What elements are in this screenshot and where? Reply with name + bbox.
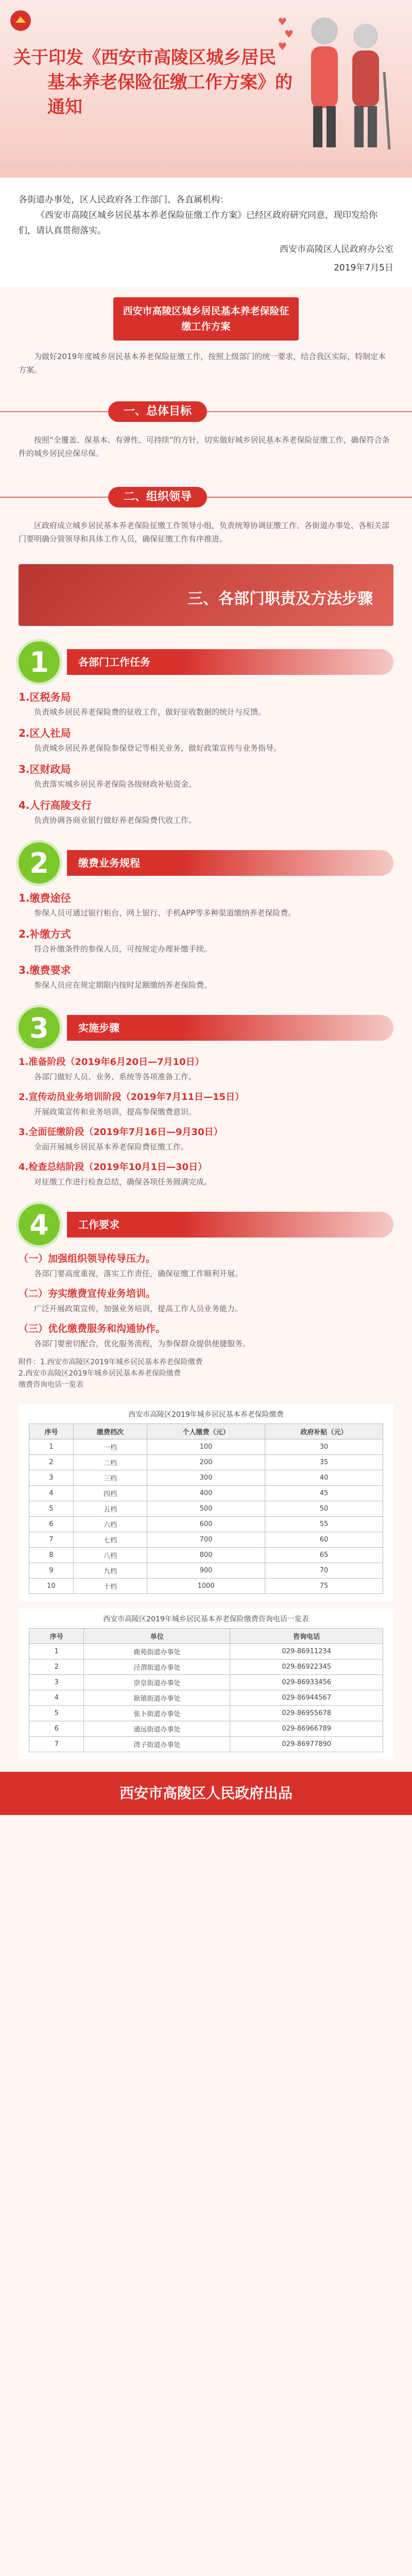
item-text: 负责城乡居民养老保险费的征收工作，做好征收数据的统计与反馈。 xyxy=(34,707,266,717)
page-title xyxy=(13,45,302,120)
attachment-line: 附件：1.西安市高陵区2019年城乡居民基本养老保险缴费 xyxy=(19,1358,202,1366)
fee-table-cell: 45 xyxy=(265,1486,383,1501)
fee-table-cell: 800 xyxy=(147,1548,265,1563)
notice-body: 《西安市高陵区城乡居民基本养老保险征缴工作方案》已经区政府研究同意，现印发给你们，请认真贯彻落实。 xyxy=(19,210,377,236)
fee-table-cell: 600 xyxy=(147,1517,265,1532)
attachments xyxy=(0,1350,412,1397)
table-row xyxy=(29,1548,383,1563)
requirement-text: 广泛开展政策宣传，加强业务培训，提高工作人员业务能力。 xyxy=(34,1304,243,1313)
section-leadership-body xyxy=(0,512,412,557)
item-text: 符合补缴条件的参保人员，可按规定办理补缴手续。 xyxy=(34,944,212,954)
hearts-decoration-icon: ♥ ♥ ♥ xyxy=(278,15,294,53)
fee-table-cell: 30 xyxy=(265,1439,383,1455)
fee-table-cell: 2 xyxy=(29,1455,74,1470)
section-3-banner xyxy=(19,564,393,626)
section-leadership-text: 区政府成立城乡居民基本养老保险征缴工作领导小组，负责统筹协调征缴工作。各街道办事处、各相关部门要明确分管领导和具体工作人员，确保征缴工作有序推进。 xyxy=(19,521,390,544)
fee-table-cell: 65 xyxy=(265,1548,383,1563)
fee-table-cell: 70 xyxy=(265,1563,383,1579)
phone-table-cell: 5 xyxy=(29,1706,84,1721)
fee-table-cell: 40 xyxy=(265,1470,383,1486)
stage-heading: 2.宣传动员业务培训阶段（2019年7月11日—15日） xyxy=(19,1092,245,1103)
stage-text: 全面开展城乡居民基本养老保险费征缴工作。 xyxy=(34,1142,189,1151)
requirement-heading: （一）加强组织领导传导压力。 xyxy=(19,1253,156,1264)
fee-table-cell: 3 xyxy=(29,1470,74,1486)
fee-table-cell: 6 xyxy=(29,1517,74,1532)
block-title: 各部门工作任务 xyxy=(67,649,393,675)
stage-heading: 4.检查总结阶段（2019年10月1日—30日） xyxy=(19,1162,208,1173)
block-title: 缴费业务规程 xyxy=(67,850,393,876)
table-row xyxy=(29,1455,383,1470)
block-2-header xyxy=(19,842,393,884)
phone-table-cell: 4 xyxy=(29,1690,84,1706)
fee-table-cell: 5 xyxy=(29,1501,74,1517)
phone-table-cell: 2 xyxy=(29,1659,84,1675)
table-row xyxy=(29,1644,383,1659)
fee-table-cell: 1 xyxy=(29,1439,74,1455)
item-heading: 1.区税务局 xyxy=(19,691,71,703)
fee-table-header-cell: 缴费档次 xyxy=(73,1424,147,1439)
item-heading: 3.区财政局 xyxy=(19,763,71,775)
stage-heading: 3.全面征缴阶段（2019年7月16日—9月30日） xyxy=(19,1127,223,1138)
fee-table-cell: 55 xyxy=(265,1517,383,1532)
phone-table-cell: 耿镇街道办事处 xyxy=(84,1690,230,1706)
phone-table-header-cell: 序号 xyxy=(29,1629,84,1644)
phone-table-cell: 泾渭街道办事处 xyxy=(84,1659,230,1675)
item-text: 参保人员可通过银行柜台、网上银行、手机APP等多种渠道缴纳养老保险费。 xyxy=(34,908,296,918)
block-2-content xyxy=(0,892,412,992)
fee-table-cell: 三档 xyxy=(73,1470,147,1486)
phone-table-cell: 3 xyxy=(29,1675,84,1690)
fee-table-header-cell: 个人缴费（元） xyxy=(147,1424,265,1439)
phone-table-cell: 7 xyxy=(29,1737,84,1752)
table-row xyxy=(29,1579,383,1594)
phone-table-cell: 029-86933456 xyxy=(230,1675,383,1690)
block-1-header xyxy=(19,641,393,683)
item-text: 参保人员应在规定期限内按时足额缴纳养老保险费。 xyxy=(34,980,212,990)
section-goal-body xyxy=(0,426,412,471)
stage-heading: 1.准备阶段（2019年6月20日—7月10日） xyxy=(19,1057,204,1067)
item-text: 负责协调各商业银行做好养老保险费代收工作。 xyxy=(34,816,197,825)
fee-table-cell: 八档 xyxy=(73,1548,147,1563)
block-4-header xyxy=(19,1204,393,1245)
document-header: 西安市高陵区城乡居民基本养老保险征缴工作方案 xyxy=(113,297,299,341)
fee-table-card xyxy=(19,1404,393,1601)
table-row xyxy=(29,1517,383,1532)
elderly-couple-icon xyxy=(288,5,397,155)
fee-table-cell: 四档 xyxy=(73,1486,147,1501)
phone-table-cell: 鹿苑街道办事处 xyxy=(84,1644,230,1659)
table-row xyxy=(29,1470,383,1486)
stage-text: 各部门做好人员、业务、系统等各项准备工作。 xyxy=(34,1072,197,1081)
fee-table xyxy=(29,1423,383,1594)
stage-text: 对征缴工作进行检查总结，确保各项任务圆满完成。 xyxy=(34,1177,212,1187)
block-1-content xyxy=(0,691,412,827)
requirement-heading: （二）夯实缴费宣传业务培训。 xyxy=(19,1288,156,1299)
table-row xyxy=(29,1501,383,1517)
phone-table-cell: 029-86977890 xyxy=(230,1737,383,1752)
phone-table xyxy=(29,1628,383,1752)
table-row xyxy=(29,1563,383,1579)
block-3-header xyxy=(19,1007,393,1048)
phone-table-cell: 6 xyxy=(29,1721,84,1737)
item-heading: 2.区人社局 xyxy=(19,727,71,739)
fee-table-title: 西安市高陵区2019年城乡居民基本养老保险缴费 xyxy=(128,1411,284,1419)
phone-table-cell: 029-86944567 xyxy=(230,1690,383,1706)
fee-table-cell: 一档 xyxy=(73,1439,147,1455)
table-row xyxy=(29,1659,383,1675)
phone-table-cell: 张卜街道办事处 xyxy=(84,1706,230,1721)
phone-table-header-cell: 咨询电话 xyxy=(230,1629,383,1644)
table-row xyxy=(29,1486,383,1501)
requirement-text: 各部门要高度重视，落实工作责任，确保征缴工作顺利开展。 xyxy=(34,1269,243,1278)
requirement-text: 各部门要密切配合，优化服务流程，为参保群众提供便捷服务。 xyxy=(34,1339,251,1348)
fee-table-cell: 75 xyxy=(265,1579,383,1594)
block-title: 实施步骤 xyxy=(67,1015,393,1041)
fee-table-cell: 二档 xyxy=(73,1455,147,1470)
block-number-badge: 1 xyxy=(19,641,60,683)
table-row xyxy=(29,1690,383,1706)
block-3-content xyxy=(0,1056,412,1189)
phone-table-cell: 029-86922345 xyxy=(230,1659,383,1675)
fee-table-header-cell: 政府补贴（元） xyxy=(265,1424,383,1439)
table-row xyxy=(29,1439,383,1455)
fee-table-cell: 400 xyxy=(147,1486,265,1501)
attachment-line: 缴费咨询电话一览表 xyxy=(19,1381,83,1389)
attachment-line: 2.西安市高陵区2019年城乡居民基本养老保险缴费 xyxy=(19,1369,181,1378)
intro-paragraph: 为做好2019年度城乡居民基本养老保险征缴工作，按照上级部门的统一要求，结合我区实际，特制定本方案。 xyxy=(19,352,386,375)
notice-greeting: 各街道办事处，区人民政府各工作部门、各直属机构： xyxy=(19,195,229,205)
banner xyxy=(0,0,412,178)
fee-table-cell: 1000 xyxy=(147,1579,265,1594)
phone-table-cell: 1 xyxy=(29,1644,84,1659)
fee-table-cell: 8 xyxy=(29,1548,74,1563)
fee-table-cell: 九档 xyxy=(73,1563,147,1579)
phone-table-cell: 湾子街道办事处 xyxy=(84,1737,230,1752)
fee-table-cell: 700 xyxy=(147,1532,265,1548)
phone-table-cell: 029-86966789 xyxy=(230,1721,383,1737)
item-heading: 1.缴费途径 xyxy=(19,892,71,904)
fee-table-cell: 五档 xyxy=(73,1501,147,1517)
item-heading: 4.人行高陵支行 xyxy=(19,799,92,811)
block-number-badge: 2 xyxy=(19,842,60,884)
fee-table-cell: 300 xyxy=(147,1470,265,1486)
fee-table-cell: 9 xyxy=(29,1563,74,1579)
footer: 西安市高陵区人民政府出品 xyxy=(0,1772,412,1815)
fee-table-cell: 35 xyxy=(265,1455,383,1470)
requirement-heading: （三）优化缴费服务和沟通协作。 xyxy=(19,1323,166,1334)
fee-table-cell: 十档 xyxy=(73,1579,147,1594)
notice-signature-date: 2019年7月5日 xyxy=(334,263,393,273)
phone-table-card xyxy=(19,1608,393,1759)
table-row xyxy=(29,1532,383,1548)
title-line-1: 关于印发《西安市高陵区城乡居民 xyxy=(13,47,276,68)
fee-table-cell: 500 xyxy=(147,1501,265,1517)
fee-table-cell: 10 xyxy=(29,1579,74,1594)
fee-table-cell: 60 xyxy=(265,1532,383,1548)
block-number-badge: 4 xyxy=(19,1204,60,1245)
fee-table-cell: 100 xyxy=(147,1439,265,1455)
fee-table-cell: 七档 xyxy=(73,1532,147,1548)
block-title: 工作要求 xyxy=(67,1212,393,1238)
phone-table-title: 西安市高陵区2019年城乡居民基本养老保险缴费咨询电话一览表 xyxy=(103,1615,309,1623)
fee-table-cell: 50 xyxy=(265,1501,383,1517)
fee-table-cell: 4 xyxy=(29,1486,74,1501)
title-line-2: 基本养老保险征缴工作方案》的通知 xyxy=(47,72,293,117)
fee-table-cell: 200 xyxy=(147,1455,265,1470)
notice-section xyxy=(0,178,412,287)
fee-table-cell: 7 xyxy=(29,1532,74,1548)
section-header-leadership xyxy=(0,483,412,512)
phone-table-cell: 029-86911234 xyxy=(230,1644,383,1659)
item-text: 负责落实城乡居民养老保险各级财政补贴资金。 xyxy=(34,779,197,789)
block-4-content xyxy=(0,1252,412,1350)
phone-table-cell: 通远街道办事处 xyxy=(84,1721,230,1737)
fee-table-header-cell: 序号 xyxy=(29,1424,74,1439)
stage-text: 开展政策宣传和业务培训，提高参保缴费意识。 xyxy=(34,1107,197,1116)
notice-signature-org: 西安市高陵区人民政府办公室 xyxy=(280,244,393,255)
section-label: 一、总体目标 xyxy=(108,401,207,422)
phone-table-cell: 崇皇街道办事处 xyxy=(84,1675,230,1690)
table-row xyxy=(29,1721,383,1737)
phone-table-header-cell: 单位 xyxy=(84,1629,230,1644)
phone-table-cell: 029-86955678 xyxy=(230,1706,383,1721)
item-heading: 3.缴费要求 xyxy=(19,964,71,976)
fee-table-cell: 六档 xyxy=(73,1517,147,1532)
party-emblem-icon xyxy=(9,9,32,36)
table-row xyxy=(29,1737,383,1752)
block-number-badge: 3 xyxy=(19,1007,60,1048)
fee-table-cell: 900 xyxy=(147,1563,265,1579)
section-label: 二、组织领导 xyxy=(108,487,207,507)
item-heading: 2.补缴方式 xyxy=(19,928,71,940)
section-goal-text: 按照“全覆盖、保基本、有弹性、可持续”的方针，切实做好城乡居民基本养老保险征缴工作，确保符合条件的城乡居民应保尽保。 xyxy=(19,435,390,458)
section-3-label: 三、各部门职责及方法步骤 xyxy=(187,590,373,608)
item-text: 负责城乡居民养老保险参保登记等相关业务，做好政策宣传与业务指导。 xyxy=(34,743,282,753)
section-header-goal xyxy=(0,397,412,426)
table-row xyxy=(29,1706,383,1721)
table-row xyxy=(29,1675,383,1690)
